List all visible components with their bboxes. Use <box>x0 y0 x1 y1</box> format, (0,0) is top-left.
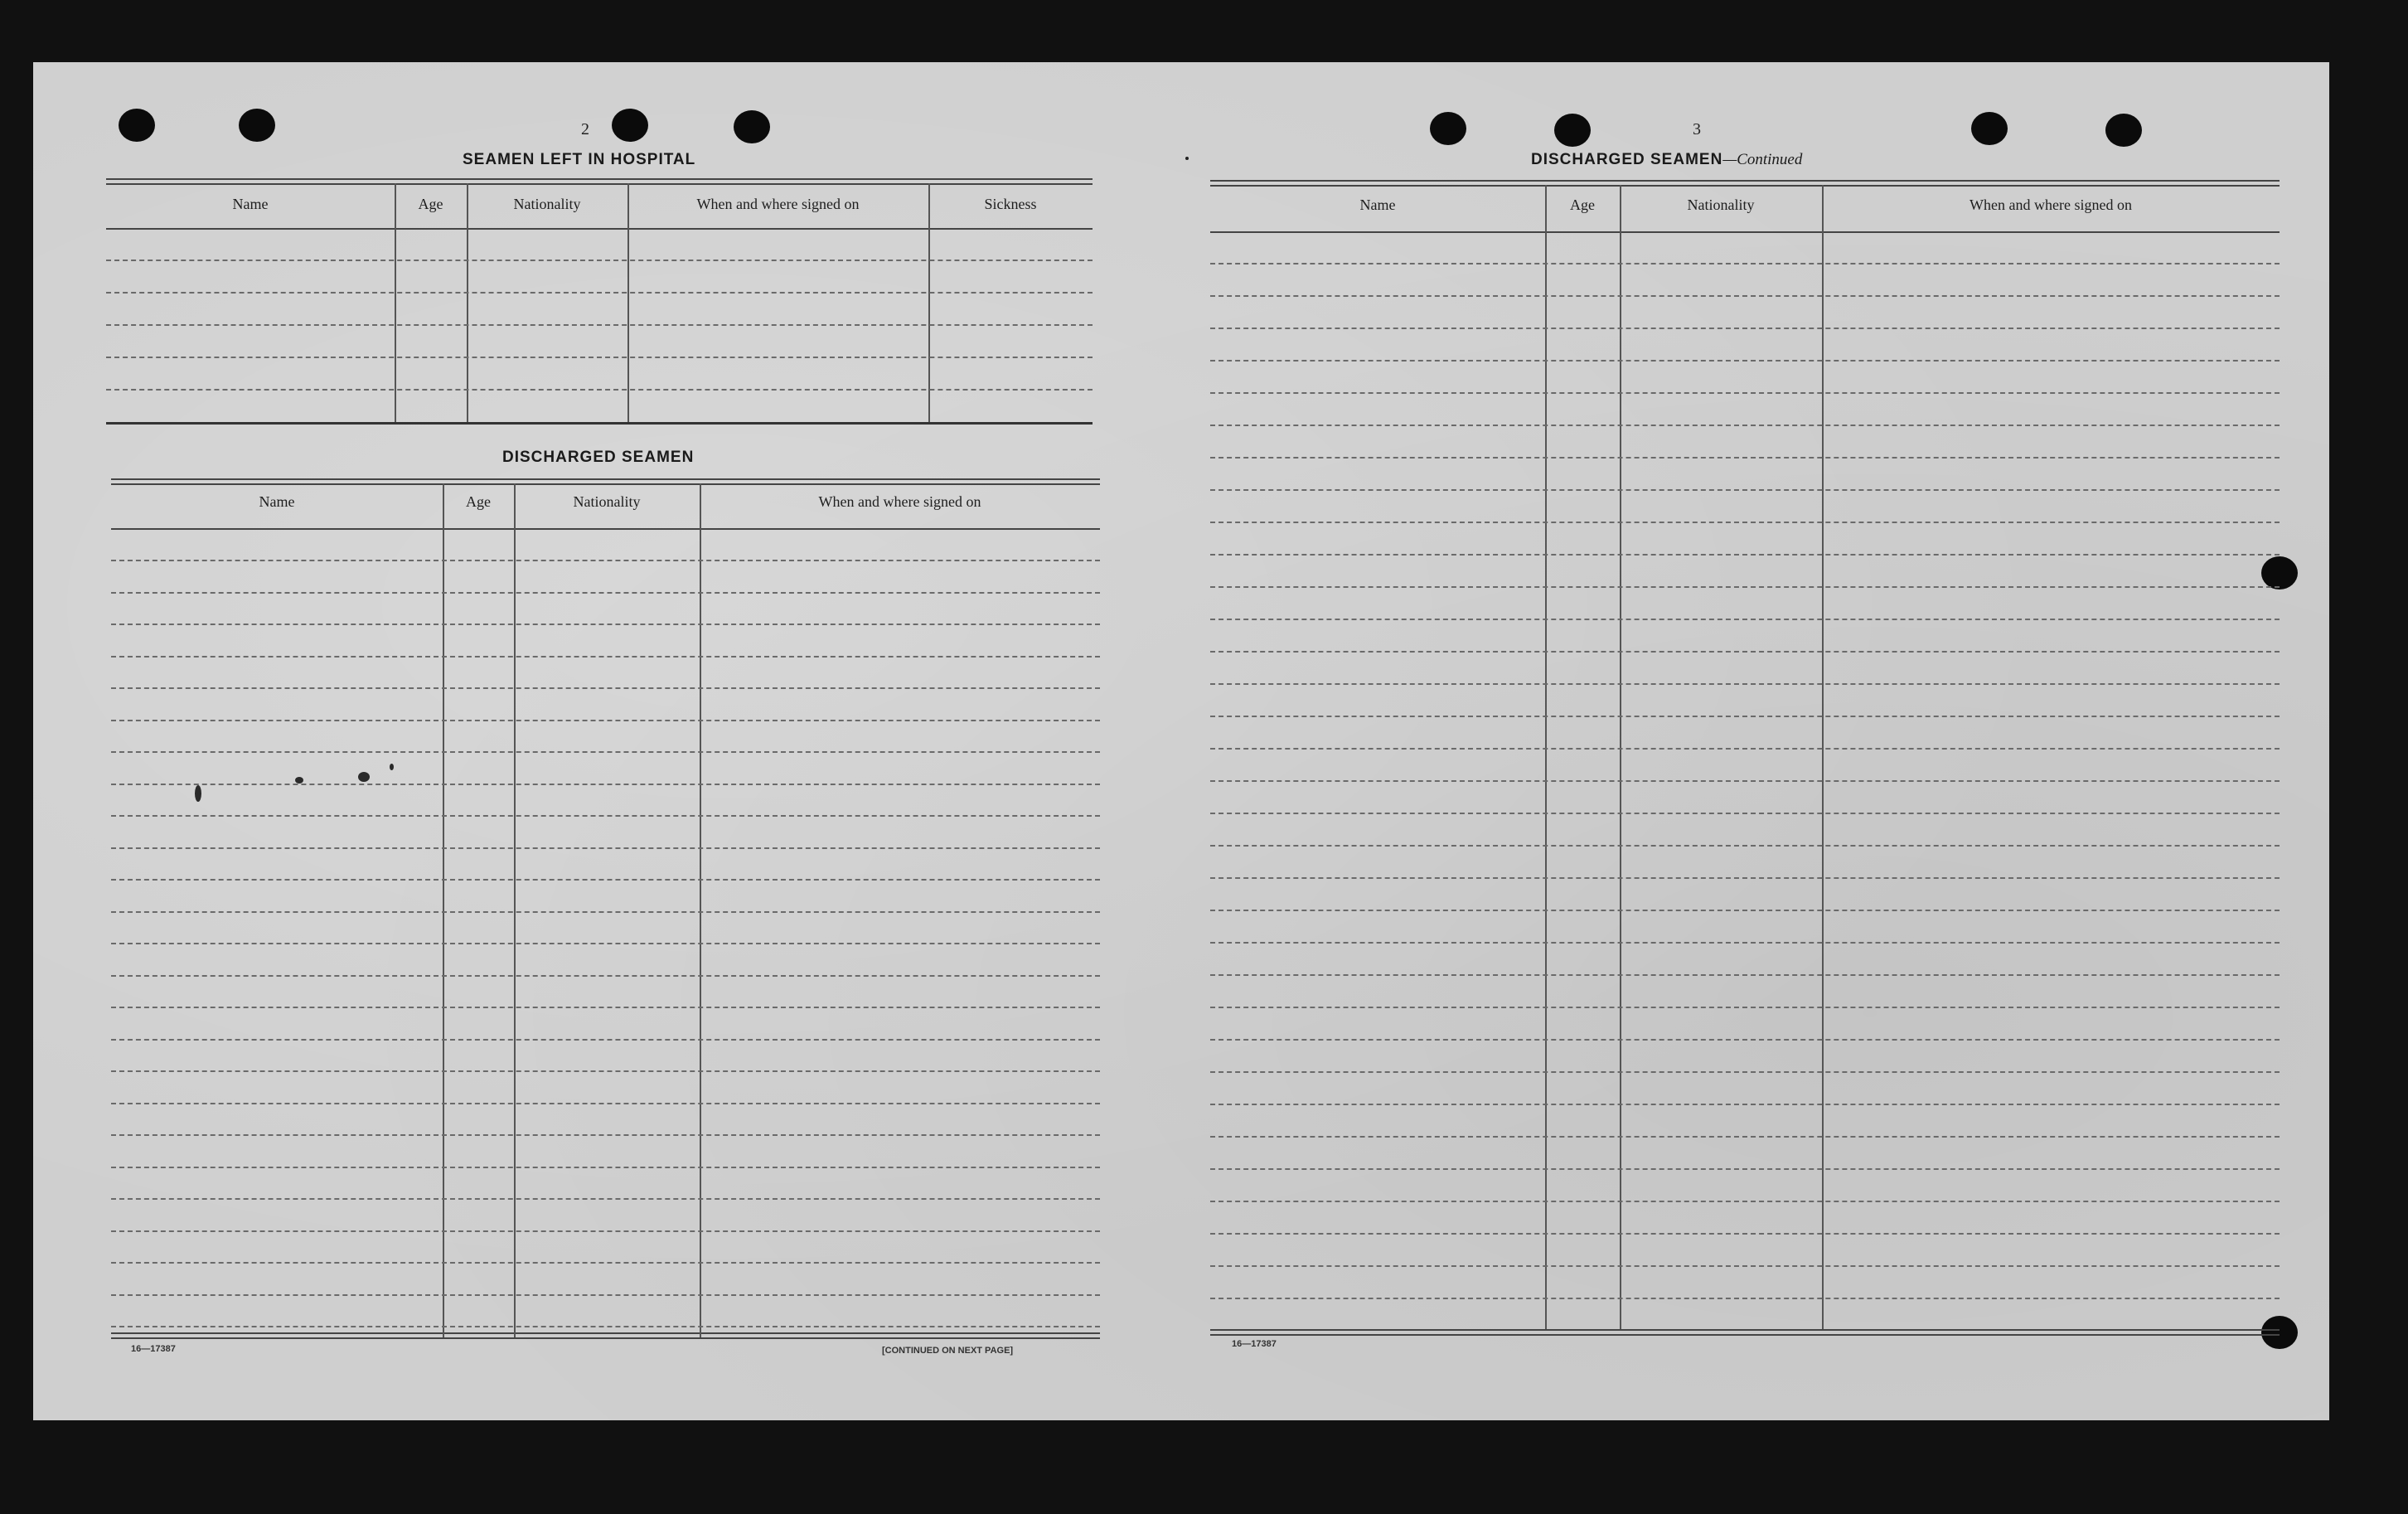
column-header-nationality: Nationality <box>573 493 641 510</box>
row-line <box>1210 780 2280 782</box>
row-line <box>1210 263 2280 264</box>
row-line <box>111 1007 1100 1008</box>
punch-hole <box>1430 112 1466 145</box>
row-line <box>1210 1136 2280 1138</box>
row-line <box>111 687 1100 689</box>
row-line <box>111 784 1100 785</box>
punch-hole <box>119 109 155 142</box>
row-line <box>1210 586 2280 588</box>
row-line <box>111 1262 1100 1264</box>
row-line <box>1210 1071 2280 1073</box>
row-line <box>111 560 1100 561</box>
column-divider <box>1822 185 1824 1329</box>
column-divider <box>928 183 930 422</box>
row-line <box>111 815 1100 817</box>
column-header-name: Name <box>232 196 269 212</box>
punch-hole <box>239 109 275 142</box>
ink-smudge <box>195 785 201 802</box>
column-header-sickness: Sickness <box>984 196 1037 212</box>
punch-hole <box>734 110 770 143</box>
row-line <box>111 943 1100 944</box>
table-bottom-rule <box>111 1332 1100 1334</box>
page-number: 2 <box>581 120 589 138</box>
form-number: 16—17387 <box>131 1344 176 1354</box>
row-line <box>111 1294 1100 1296</box>
continued-note: [CONTINUED ON NEXT PAGE] <box>882 1346 1014 1356</box>
table-top-rule <box>106 178 1093 180</box>
row-line <box>106 292 1093 294</box>
punch-hole <box>612 109 648 142</box>
row-line <box>1210 813 2280 814</box>
column-divider <box>395 183 396 422</box>
punch-hole <box>1971 112 2008 145</box>
row-line <box>1210 522 2280 523</box>
row-line <box>1210 748 2280 750</box>
row-line <box>111 656 1100 658</box>
punch-hole <box>2261 556 2298 590</box>
table-header-rule <box>1210 231 2280 233</box>
table-top-rule <box>106 183 1093 185</box>
row-line <box>106 260 1093 261</box>
row-line <box>111 592 1100 594</box>
row-line <box>111 1039 1100 1041</box>
form-number: 16—17387 <box>1232 1339 1277 1349</box>
row-line <box>111 1134 1100 1136</box>
table-top-rule <box>111 478 1100 480</box>
row-line <box>1210 554 2280 556</box>
column-header-signed-on: When and where signed on <box>696 196 860 212</box>
row-line <box>1210 360 2280 362</box>
column-header-signed-on: When and where signed on <box>818 493 981 510</box>
column-divider <box>1545 185 1547 1329</box>
row-line <box>111 1167 1100 1168</box>
discharged-continued-title <box>1531 151 1802 169</box>
row-line <box>1210 1265 2280 1267</box>
row-line <box>1210 1201 2280 1202</box>
table-top-rule <box>1210 180 2280 182</box>
column-header-age: Age <box>418 196 443 212</box>
row-line <box>1210 1233 2280 1235</box>
row-line <box>111 751 1100 753</box>
row-line <box>111 1070 1100 1072</box>
row-line <box>111 1103 1100 1104</box>
row-line <box>1210 942 2280 944</box>
row-line <box>1210 716 2280 717</box>
table-bottom-rule <box>1210 1329 2280 1331</box>
column-header-name: Name <box>259 493 295 510</box>
table-header-rule <box>111 528 1100 530</box>
row-line <box>1210 683 2280 685</box>
punch-hole <box>2261 1316 2298 1349</box>
column-divider <box>627 183 629 422</box>
column-header-signed-on: When and where signed on <box>1970 197 2132 213</box>
table-bottom-rule <box>111 1337 1100 1339</box>
hospital-section-title: SEAMEN LEFT IN HOSPITAL <box>463 151 696 168</box>
row-line <box>111 975 1100 977</box>
row-line <box>1210 1007 2280 1008</box>
table-header-rule <box>106 228 1093 230</box>
row-line <box>111 624 1100 625</box>
document-sheet <box>33 62 2329 1420</box>
page-number: 3 <box>1693 120 1701 138</box>
title-main: DISCHARGED SEAMEN <box>1531 151 1723 168</box>
title-continued: —Continued <box>1722 151 1803 168</box>
row-line <box>1210 1039 2280 1041</box>
row-line <box>111 1230 1100 1232</box>
row-line <box>1210 392 2280 394</box>
row-line <box>1210 619 2280 620</box>
discharged-section-title: DISCHARGED SEAMEN <box>502 449 695 466</box>
row-line <box>1210 1104 2280 1105</box>
row-line <box>106 389 1093 391</box>
table-bottom-rule <box>106 422 1093 425</box>
column-header-nationality: Nationality <box>513 196 581 212</box>
column-header-age: Age <box>466 493 491 510</box>
row-line <box>111 879 1100 881</box>
ink-smudge <box>358 772 370 782</box>
column-header-age: Age <box>1570 197 1595 213</box>
row-line <box>1210 651 2280 653</box>
row-line <box>1210 845 2280 847</box>
row-line <box>111 847 1100 849</box>
row-line <box>1210 877 2280 879</box>
center-fold-mark <box>1185 157 1189 160</box>
table-bottom-rule <box>1210 1334 2280 1336</box>
column-header-nationality: Nationality <box>1687 197 1755 213</box>
table-top-rule <box>1210 185 2280 187</box>
table-top-rule <box>111 483 1100 485</box>
row-line <box>1210 974 2280 976</box>
row-line <box>111 1198 1100 1200</box>
punch-hole <box>2105 114 2142 147</box>
row-line <box>1210 910 2280 911</box>
column-header-name: Name <box>1359 197 1396 213</box>
row-line <box>1210 1298 2280 1299</box>
row-line <box>106 324 1093 326</box>
row-line <box>1210 457 2280 459</box>
row-line <box>111 720 1100 721</box>
column-divider <box>1620 185 1621 1329</box>
row-line <box>1210 489 2280 491</box>
row-line <box>1210 1168 2280 1170</box>
column-divider <box>467 183 468 422</box>
row-line <box>1210 425 2280 426</box>
row-line <box>1210 328 2280 329</box>
row-line <box>106 357 1093 358</box>
ink-smudge <box>390 764 394 770</box>
row-line <box>111 911 1100 913</box>
punch-hole <box>1554 114 1591 147</box>
row-line <box>111 1326 1100 1327</box>
row-line <box>1210 295 2280 297</box>
